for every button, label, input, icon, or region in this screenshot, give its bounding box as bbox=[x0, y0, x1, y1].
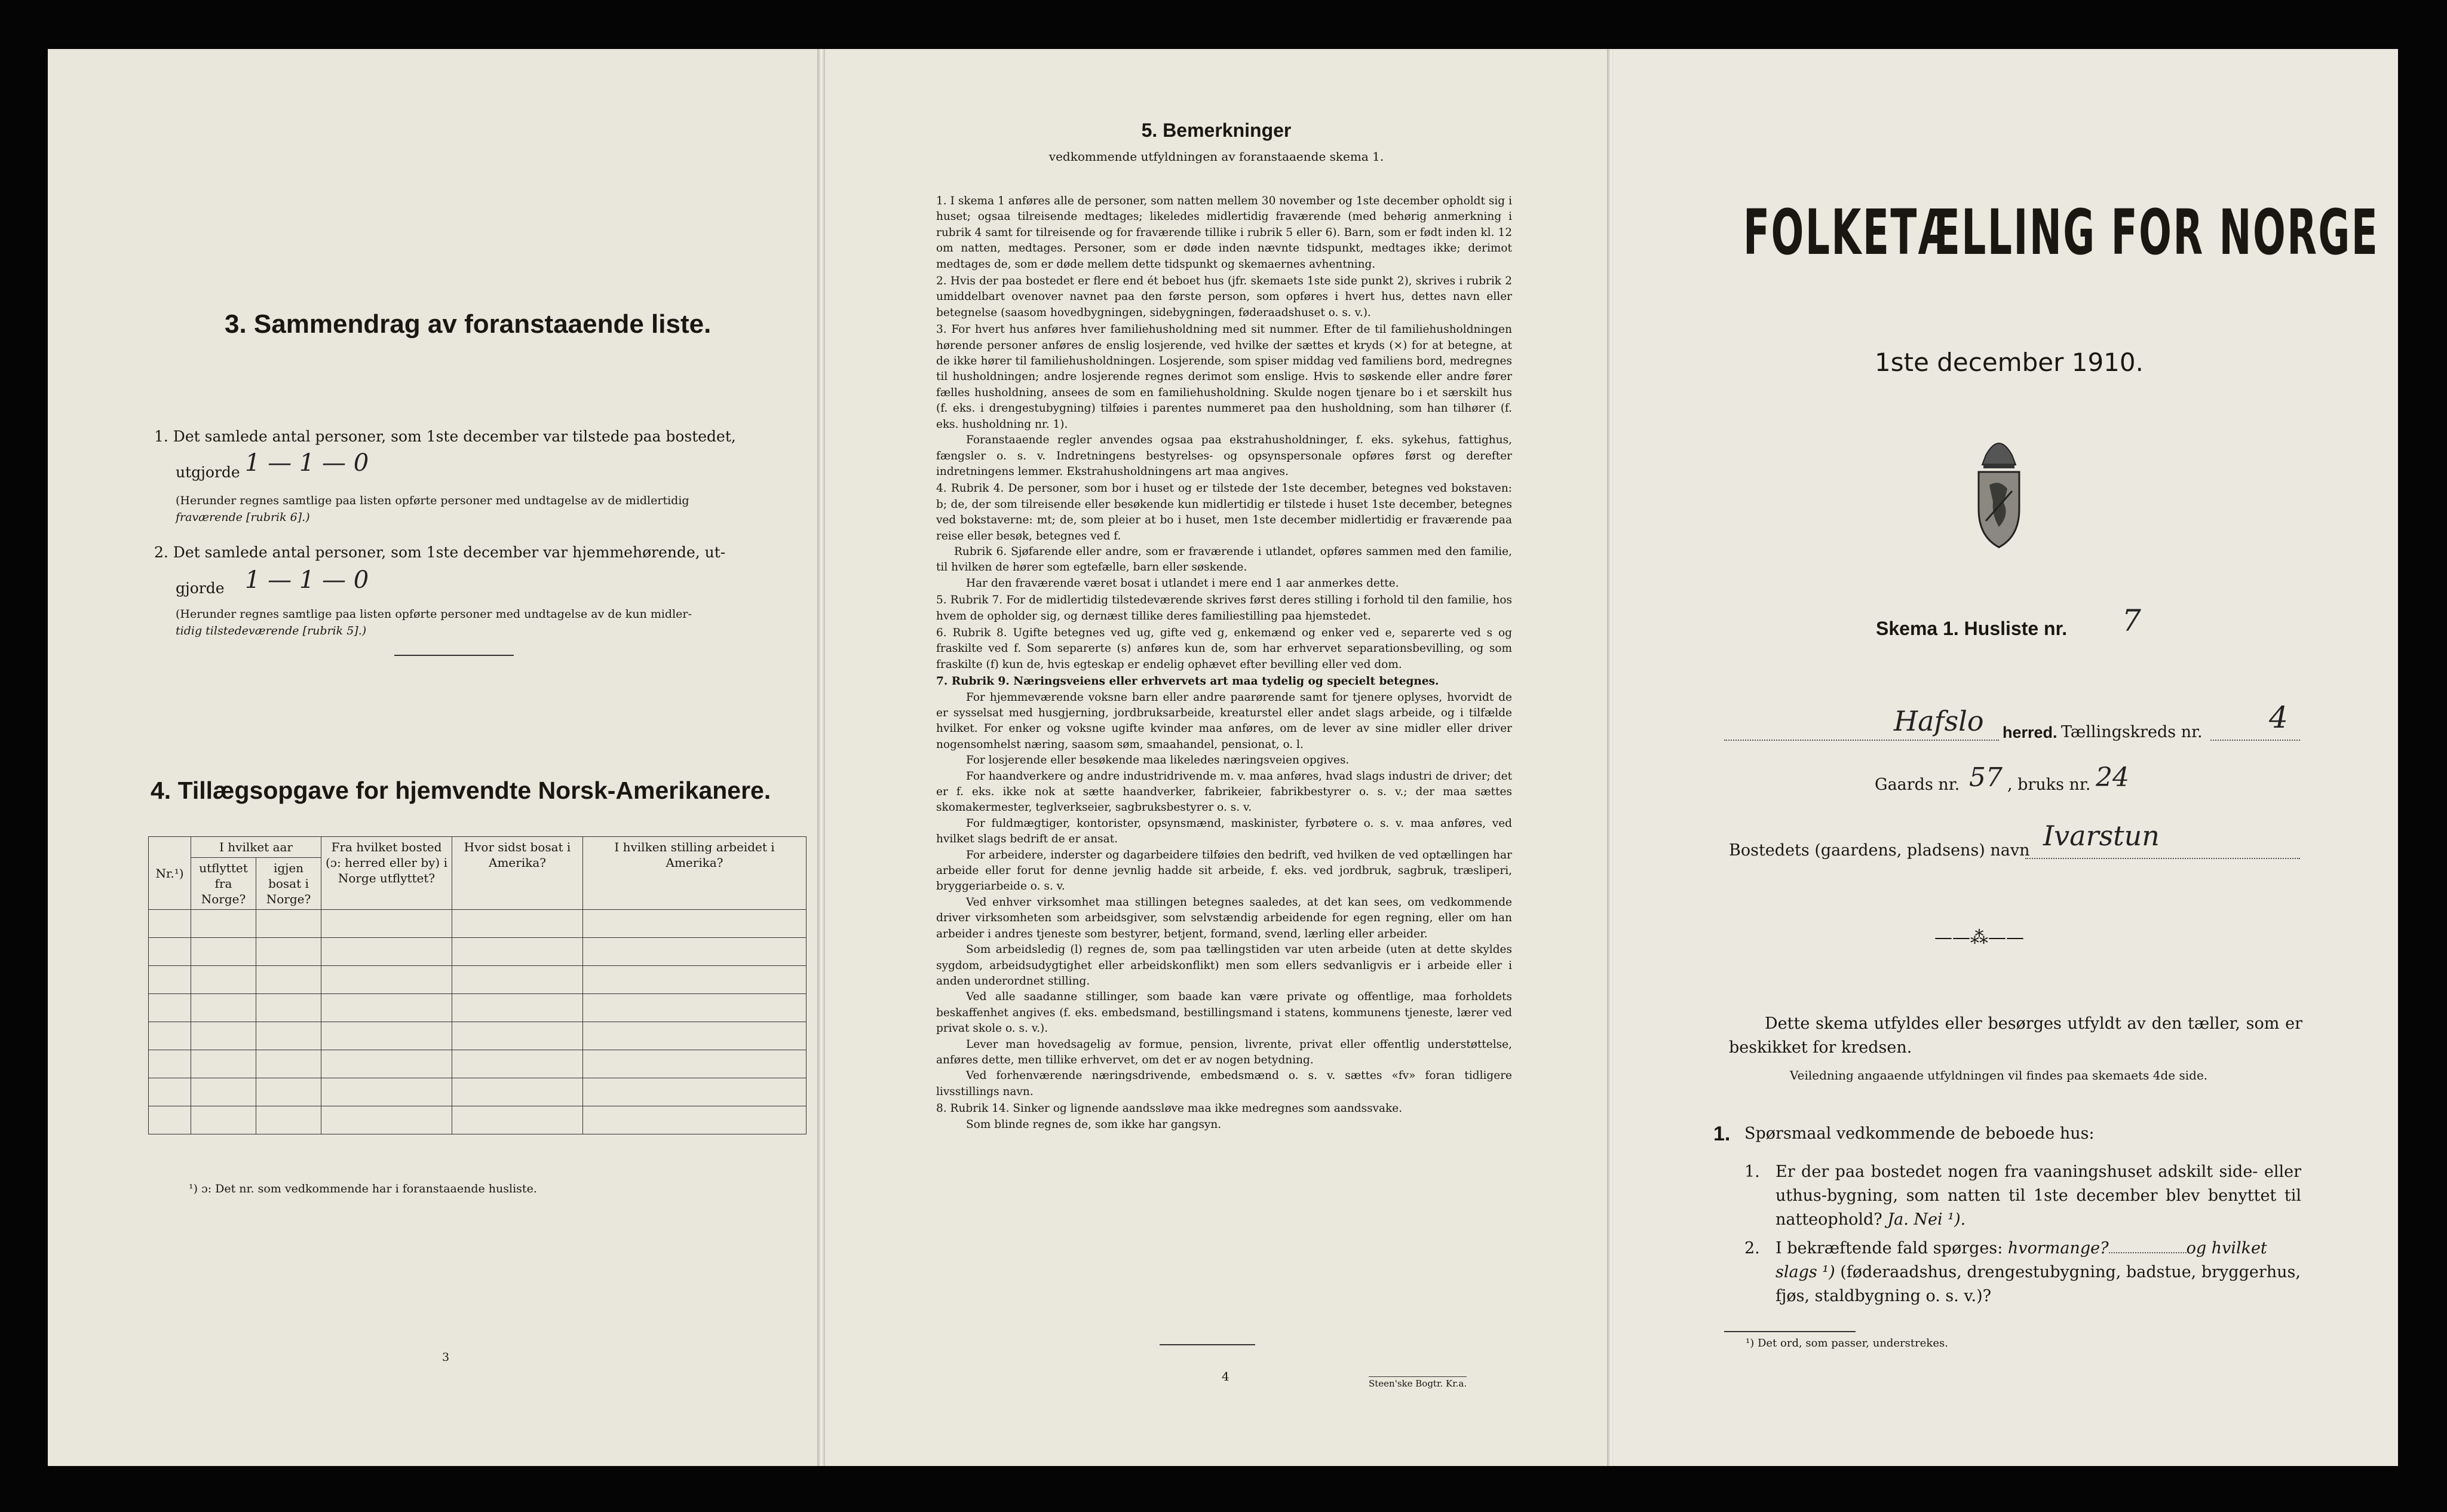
left-page-number: 3 bbox=[442, 1351, 450, 1364]
paragraph: 5. Rubrik 7. For de midlertidig tilstedeværende skrives først deres stilling i forhold til den familie, hos hvem de opholder sig, og dernæst tillike deres familiestilling paa hjemstedet. bbox=[936, 594, 1512, 622]
item2-handwritten-value: 1 — 1 — 0 bbox=[245, 566, 369, 594]
paragraph: Ved forhenværende næringsdrivende, embedsmænd o. s. v. sættes «fv» foran tidligere livsstillings navn. bbox=[936, 1069, 1512, 1098]
paragraph: Som arbeidsledig (l) regnes de, som paa tællingstiden var uten arbeide (uten at dette skyldes sygdom, arbeidsudygtighet eller arbeidskonflikt) men som ellers sedvanligvis er i arbeide eller i anden underordnet stilling. bbox=[936, 943, 1512, 987]
date-line: 1ste december 1910. bbox=[1875, 348, 2144, 377]
table-row bbox=[149, 1106, 807, 1134]
bruks-label: , bruks nr. bbox=[2007, 775, 2091, 794]
col-returned: igjen bosat i Norge? bbox=[256, 858, 321, 910]
item1-note: (Herunder regnes samtlige paa listen opførte personer med undtagelse av de midlertidig fraværende [rubrik 6].) bbox=[176, 494, 689, 524]
table-row bbox=[149, 938, 807, 966]
bemerkninger-title: 5. Bemerkninger bbox=[1141, 119, 1292, 141]
paragraph: For losjerende eller besøkende maa likeledes næringsveien opgives. bbox=[966, 754, 1350, 767]
herred-value: Hafslo bbox=[1894, 705, 1984, 737]
paragraph: 3. For hvert hus anføres hver familiehusholdning med sit nummer. Efter de til familiehusholdningen hørende personer anføres de enslig losjerende, ved hvilke der sættes et kryds (×) for at betegne, at de ikke hører til familiehusholdningen. Losjerende, som spiser middag ved familiens bord, medregnes til husholdningen; andre losjerende regnes derimot som enslige. Hvis to søskende eller andre fører fælles husholdning, ansees de som en familiehusholdning. Skulde nogen tjenare bo i et særskilt hus (f. eks. i drengestubygning) tilføies i parentes nummeret paa den husholdning, som han tilhører (f. eks. husholdning nr. 1). bbox=[936, 323, 1512, 431]
item1-label: utgjorde bbox=[176, 464, 240, 481]
paragraph: Rubrik 6. Sjøfarende eller andre, som er fraværende i utlandet, opføres sammen med den familie, til hvilken de hører som egtefælle, barn eller søskende. bbox=[936, 545, 1512, 574]
kreds-field bbox=[2210, 740, 2300, 741]
table-row bbox=[149, 1050, 807, 1078]
middle-page bbox=[825, 49, 1608, 1466]
col-from-where: Fra hvilket bosted (ɔ: herred eller by) i Norge utflyttet? bbox=[321, 837, 452, 910]
section3-title: 3. Sammendrag av foranstaaende liste. bbox=[225, 309, 712, 339]
instruction-note: Veiledning angaaende utfyldningen vil findes paa skemaets 4de side. bbox=[1790, 1068, 2208, 1082]
col-nr: Nr.¹) bbox=[149, 837, 191, 910]
divider bbox=[1724, 1331, 1856, 1332]
paragraph: 7. Rubrik 9. Næringsveiens eller erhvervets art maa tydelig og specielt betegnes. bbox=[936, 675, 1439, 688]
col-last-residence: Hvor sidst bosat i Amerika? bbox=[452, 837, 583, 910]
q2-text: I bekræftende fald spørges: hvormange? og hvilket slags ¹) (føderaadshus, drengestubygning, badstue, bryggerhus, fjøs, staldbygning o. s. v.)? bbox=[1776, 1239, 2301, 1305]
divider bbox=[394, 655, 514, 656]
paragraph: For haandverkere og andre industridrivende m. v. maa anføres, hvad slags industri de driver; det er f. eks. ikke nok at sætte haandverker, fabrikeier, fabrikbestyrer o. s. v.; der maa sættes skomakermester, teglverkseier, sagbruksbestyrer o. s. v. bbox=[936, 769, 1512, 814]
right-footnote: ¹) Det ord, som passer, understrekes. bbox=[1746, 1337, 1948, 1350]
paragraph: 2. Hvis der paa bostedet er flere end ét beboet hus (jfr. skemaets 1ste side punkt 2), skrives i rubrik 2 umiddelbart ovenover navnet paa den første person, som opføres i hvert hus, dettes navn eller betegnelse (saasom hovedbygningen, sidebygningen, føderaadshuset o. s. v.). bbox=[936, 275, 1512, 319]
herred-field bbox=[1724, 740, 1999, 741]
printer-mark: Steen'ske Bogtr. Kr.a. bbox=[1369, 1376, 1467, 1389]
page-fold bbox=[817, 49, 826, 1466]
item1-line: 1. Det samlede antal personer, som 1ste december var tilstede paa bostedet, bbox=[154, 428, 736, 445]
left-footnote: ¹) ɔ: Det nr. som vedkommende har i foranstaaende husliste. bbox=[189, 1182, 537, 1195]
bosted-value: Ivarstun bbox=[2043, 820, 2160, 852]
kreds-nr: 4 bbox=[2269, 700, 2288, 735]
paragraph: Har den fraværende været bosat i utlandet i mere end 1 aar anmerkes dette. bbox=[966, 576, 1399, 590]
paragraph: 1. I skema 1 anføres alle de personer, som natten mellem 30 november og 1ste december opholdt sig i huset; ogsaa tilreisende medtages; likeledes midlertidig fraværende (med behørig anmerkning i rubrik 4 samt for tilreisende og for fraværende tillike i rubrik 5 eller 6). Barn, som er født inden kl. 12 om natten, medtages. Personer, som er døde inden nævnte tidspunkt, medtages ikke; derimot medtages de, som er døde mellem dette tidspunkt og skemaernes avhentning. bbox=[936, 195, 1512, 271]
paragraph: Foranstaaende regler anvendes ogsaa paa ekstrahusholdninger, f. eks. sykehus, fattighus, fængsler o. s. v. Indretningens bestyrelses- og opsynspersonale opføres først og derefter indretningens lemmer. Ekstrahusholdningens art maa angives. bbox=[936, 434, 1512, 478]
kreds-label: Tællingskreds nr. bbox=[2061, 723, 2203, 741]
left-page bbox=[48, 49, 817, 1466]
gaards-label: Gaards nr. bbox=[1875, 775, 1960, 794]
table-row bbox=[149, 1078, 807, 1106]
col-position: I hvilken stilling arbeidet i Amerika? bbox=[583, 837, 807, 910]
table-row bbox=[149, 1022, 807, 1050]
bosted-label: Bostedets (gaardens, pladsens) navn bbox=[1729, 841, 2030, 860]
bruks-nr: 24 bbox=[2096, 762, 2129, 793]
herred-label: herred. bbox=[2003, 723, 2057, 741]
main-title: FOLKETÆLLING FOR NORGE bbox=[1743, 196, 2379, 269]
q1-number: 1. bbox=[1744, 1163, 1760, 1181]
skema-label: Skema 1. Husliste nr. bbox=[1876, 618, 2068, 639]
norsk-amerikanere-table bbox=[148, 836, 807, 1134]
table-row bbox=[149, 966, 807, 994]
col-year-group: I hvilket aar bbox=[191, 837, 321, 858]
paragraph: 6. Rubrik 8. Ugifte betegnes ved ug, gifte ved g, enkemænd og enker ved e, separerte ved s og fraskilte ved f. Som separerte (s) anføres kun de, som har erhvervet separationsbevilling, og som fraskilte (f) kun de, hvis egteskap er endelig ophævet efter bevilling eller ved dom. bbox=[936, 626, 1512, 671]
q-number-1: 1. bbox=[1713, 1123, 1731, 1145]
paragraph: For arbeidere, inderster og dagarbeidere tilføies den bedrift, ved hvilken de ved optællingen har arbeide eller forut for denne jevnlig hadde sit arbeide, f. eks. ved jordbruk, sagbruk, træsliperi, bryggeriarbeide o. s. v. bbox=[936, 848, 1512, 893]
item2-label: gjorde bbox=[176, 579, 225, 597]
right-page bbox=[1613, 49, 2398, 1466]
paragraph: Ved alle saadanne stillinger, som baade kan være private og offentlige, maa forholdets beskaffenhet angives (f. eks. embedsmand, bestillingsmand i statens, kommunens tjeneste, lærer ved privat skole o. s. v.). bbox=[936, 990, 1512, 1035]
item2-line: 2. Det samlede antal personer, som 1ste december var hjemmehørende, ut- bbox=[154, 544, 726, 561]
paragraph: Ved enhver virksomhet maa stillingen betegnes saaledes, at det kan sees, om vedkommende driver virksomheten som arbeidsgiver, som selvstændig arbeidende for egen regning, eller om han arbeider i andres tjeneste som bestyrer, betjent, formand, svend, lærling eller arbeider. bbox=[936, 895, 1512, 940]
q2-number: 2. bbox=[1744, 1239, 1760, 1258]
paragraph: For fuldmægtiger, kontorister, opsynsmænd, maskinister, fyrbøtere o. s. v. maa anføres, ved hvilket slags bedrift de er ansat. bbox=[936, 817, 1512, 846]
coat-of-arms-icon bbox=[1968, 431, 2030, 551]
instruction-text: Dette skema utfyldes eller besørges utfyldt av den tæller, som er beskikket for kredsen. bbox=[1729, 1014, 2302, 1057]
paragraph: For hjemmeværende voksne barn eller andre paarørende samt for tjenere oplyses, hvorvidt de er sysselsat med husgjerning, jordbruksarbeide, kreaturstel eller andet slags arbeide, og i tilfælde hvilket. For enker og voksne ugifte kvinder maa anføres, om de lever av sine midler eller driver nogensomhelst næring, saasom søm, smaahandel, pensionat, o. l. bbox=[936, 691, 1512, 751]
paragraph: 8. Rubrik 14. Sinker og lignende aandssløve maa ikke medregnes som aandssvake. bbox=[936, 1102, 1403, 1115]
gaards-nr: 57 bbox=[1969, 762, 2003, 793]
middle-page-number: 4 bbox=[1222, 1369, 1229, 1384]
questions-heading: Spørsmaal vedkommende de beboede hus: bbox=[1744, 1124, 2095, 1143]
ornament-divider: ——⁂—— bbox=[1934, 927, 2024, 948]
paragraph: Som blinde regnes de, som ikke har gangsyn. bbox=[966, 1118, 1222, 1131]
bemerkninger-text bbox=[936, 194, 1512, 1133]
q1-answer: Ja. Nei ¹). bbox=[1887, 1210, 1966, 1229]
paragraph: 4. Rubrik 4. De personer, som bor i huset og er tilstede der 1ste december, betegnes ved bokstaven: b; de, der som tilreisende eller besøkende kun midlertidig er tilstede i huset 1ste december, betegnes ved bokstaverne: mt; de, som pleier at bo i huset, men 1ste december midlertidig er fraværende paa reise eller besøk, betegnes ved f. bbox=[936, 482, 1512, 542]
item2-note: (Herunder regnes samtlige paa listen opførte personer med undtagelse av de kun midler- tidig tilstedeværende [rubrik 5].) bbox=[176, 608, 692, 637]
q1-text: Er der paa bostedet nogen fra vaaningshuset adskilt side- eller uthus-bygning, som natten til 1ste december blev benyttet til natteophold? Ja. Nei ¹). bbox=[1776, 1163, 2301, 1229]
col-emigrated: utflyttet fra Norge? bbox=[191, 858, 256, 910]
table-row bbox=[149, 994, 807, 1022]
section4-title: 4. Tillægsopgave for hjemvendte Norsk-Amerikanere. bbox=[151, 777, 771, 804]
item1-handwritten-value: 1 — 1 — 0 bbox=[245, 449, 369, 477]
bemerkninger-subtitle: vedkommende utfyldningen av foranstaaende skema 1. bbox=[1048, 149, 1384, 164]
husliste-nr: 7 bbox=[2122, 603, 2141, 638]
bosted-field bbox=[2025, 858, 2300, 859]
table-row bbox=[149, 910, 807, 938]
divider bbox=[1160, 1344, 1255, 1345]
paragraph: Lever man hovedsagelig av formue, pension, livrente, privat eller offentlig understøttelse, anføres dette, men tillike erhvervet, om det er av nogen betydning. bbox=[936, 1038, 1512, 1066]
